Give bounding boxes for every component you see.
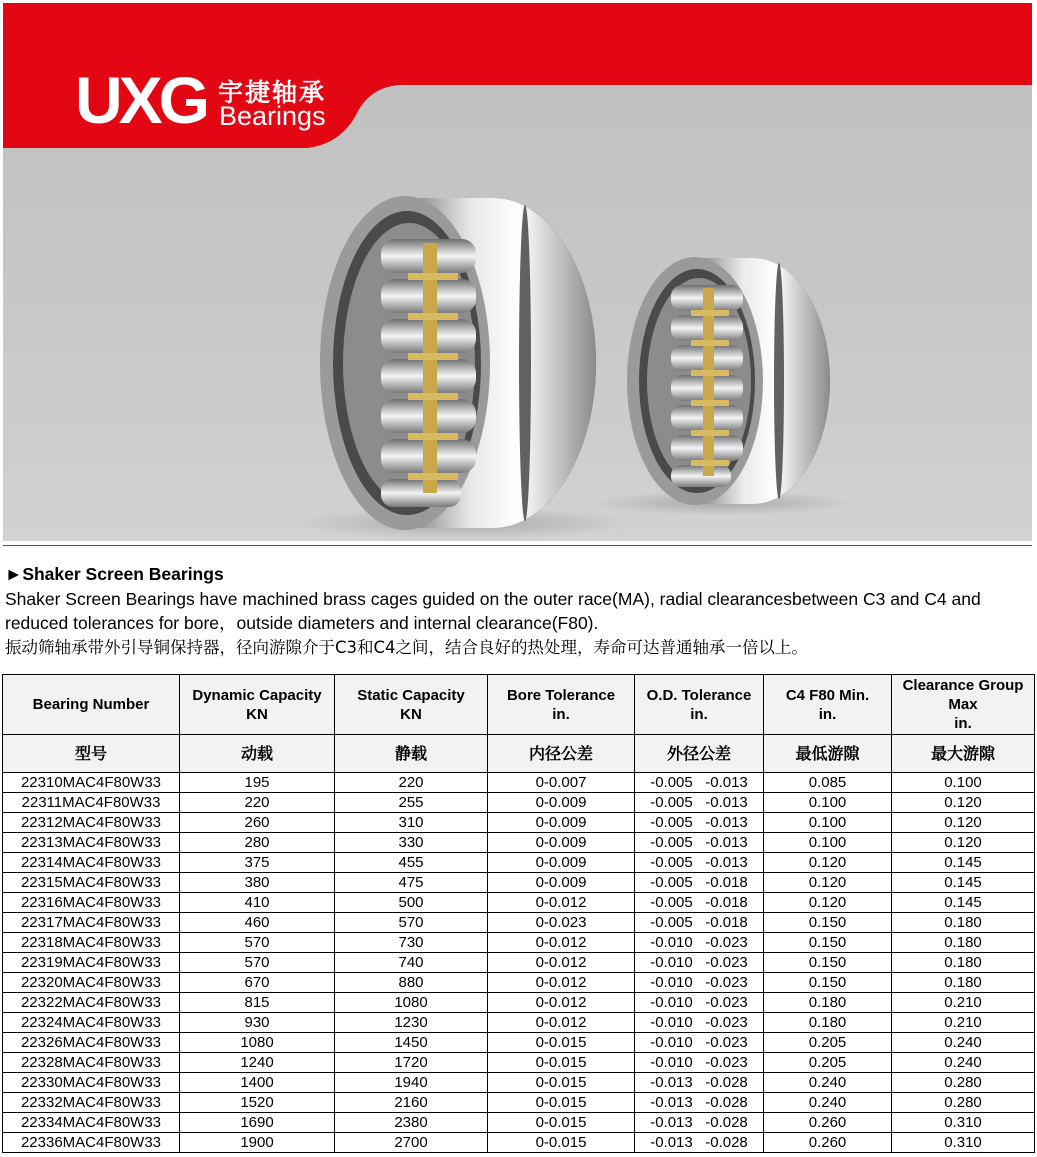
- table-cell: 815: [180, 993, 335, 1013]
- table-cell: 195: [180, 773, 335, 793]
- table-cell: 570: [335, 913, 488, 933]
- table-cell: -0.005 -0.018: [635, 913, 764, 933]
- column-header: [635, 675, 764, 735]
- column-header: [335, 675, 488, 735]
- column-header-line: KN: [246, 705, 268, 723]
- table-cell: 730: [335, 933, 488, 953]
- description-english: Shaker Screen Bearings have machined brass cages guided on the outer race(MA), radial clearancesbetween C3 and C4 and reduced tolerances for bore，outside diameters and internal clearance(F80).: [5, 588, 981, 633]
- table-cell: 0-0.009: [488, 873, 635, 893]
- table-cell: 460: [180, 913, 335, 933]
- table-cell: 1240: [180, 1053, 335, 1073]
- table-cell: 0.120: [764, 853, 892, 873]
- table-cell: 220: [335, 773, 488, 793]
- table-cell: 22336MAC4F80W33: [3, 1133, 180, 1153]
- table-cell: -0.005 -0.018: [635, 893, 764, 913]
- section-title: ►Shaker Screen Bearings: [5, 564, 224, 584]
- table-cell: 22332MAC4F80W33: [3, 1093, 180, 1113]
- table-cell: 22317MAC4F80W33: [3, 913, 180, 933]
- table-cell: 0-0.015: [488, 1073, 635, 1093]
- table-cell: -0.005 -0.013: [635, 813, 764, 833]
- column-header-line: in.: [818, 705, 837, 723]
- table-cell: 255: [335, 793, 488, 813]
- table-cell: 22311MAC4F80W33: [3, 793, 180, 813]
- table-cell: 0.120: [764, 893, 892, 913]
- table-row: [3, 873, 1035, 893]
- table-row: [3, 1133, 1035, 1153]
- table-row: [3, 773, 1035, 793]
- table-row: [3, 833, 1035, 853]
- table-cell: 0.205: [764, 1053, 892, 1073]
- table-cell: 22312MAC4F80W33: [3, 813, 180, 833]
- table-cell: 22319MAC4F80W33: [3, 953, 180, 973]
- table-cell: -0.005 -0.013: [635, 773, 764, 793]
- table-cell: 0.085: [764, 773, 892, 793]
- bearings-image: [3, 3, 1032, 541]
- table-cell: 500: [335, 893, 488, 913]
- table-row: [3, 1073, 1035, 1093]
- table-cell: 0-0.015: [488, 1113, 635, 1133]
- bearing-spec-table: [2, 674, 1035, 1153]
- table-cell: 380: [180, 873, 335, 893]
- column-header: [488, 675, 635, 735]
- column-header-chinese: 动载: [180, 735, 335, 773]
- column-header-chinese: 外径公差: [635, 735, 764, 773]
- table-cell: 0-0.009: [488, 813, 635, 833]
- table-cell: 22314MAC4F80W33: [3, 853, 180, 873]
- table-row: [3, 893, 1035, 913]
- column-header-line: Bore Tolerance: [506, 686, 616, 704]
- table-cell: 0-0.015: [488, 1133, 635, 1153]
- table-cell: 0-0.012: [488, 953, 635, 973]
- column-header: [892, 675, 1035, 735]
- table-cell: 0.145: [892, 893, 1035, 913]
- table-row: [3, 953, 1035, 973]
- table-cell: 930: [180, 1013, 335, 1033]
- table-cell: 0-0.009: [488, 833, 635, 853]
- table-cell: 0-0.007: [488, 773, 635, 793]
- column-header-line: Static Capacity: [357, 686, 465, 704]
- table-cell: 0.260: [764, 1133, 892, 1153]
- table-cell: 0.180: [764, 993, 892, 1013]
- table-cell: 0.210: [892, 1013, 1035, 1033]
- table-cell: -0.005 -0.018: [635, 873, 764, 893]
- table-row: [3, 973, 1035, 993]
- table-cell: 0-0.012: [488, 893, 635, 913]
- table-cell: 0-0.015: [488, 1053, 635, 1073]
- table-cell: -0.010 -0.023: [635, 1033, 764, 1053]
- table-cell: 0.240: [892, 1053, 1035, 1073]
- table-cell: 455: [335, 853, 488, 873]
- table-cell: 280: [180, 833, 335, 853]
- table-cell: 0.120: [892, 833, 1035, 853]
- table-cell: 0.180: [892, 913, 1035, 933]
- table-cell: 0.100: [764, 793, 892, 813]
- table-cell: 1400: [180, 1073, 335, 1093]
- table-cell: 22322MAC4F80W33: [3, 993, 180, 1013]
- table-cell: 1520: [180, 1093, 335, 1113]
- table-cell: 0-0.015: [488, 1033, 635, 1053]
- table-row: [3, 1013, 1035, 1033]
- table-cell: 1230: [335, 1013, 488, 1033]
- table-cell: 2160: [335, 1093, 488, 1113]
- table-cell: 1940: [335, 1073, 488, 1093]
- table-cell: 0.280: [892, 1093, 1035, 1113]
- table-row: [3, 913, 1035, 933]
- table-cell: 0.205: [764, 1033, 892, 1053]
- table-cell: 0-0.009: [488, 853, 635, 873]
- table-body: [3, 773, 1035, 1153]
- table-cell: 0.145: [892, 873, 1035, 893]
- table-cell: 570: [180, 933, 335, 953]
- table-cell: -0.013 -0.028: [635, 1093, 764, 1113]
- table-row: [3, 813, 1035, 833]
- table-cell: 0.180: [892, 933, 1035, 953]
- column-header: [180, 675, 335, 735]
- column-header-line: Dynamic Capacity: [192, 686, 322, 704]
- header-row-english: [3, 675, 1035, 735]
- table-cell: -0.013 -0.028: [635, 1073, 764, 1093]
- table-cell: 22330MAC4F80W33: [3, 1073, 180, 1093]
- logo-chinese-name: 宇捷轴承: [218, 78, 327, 107]
- table-cell: 220: [180, 793, 335, 813]
- table-cell: -0.010 -0.023: [635, 993, 764, 1013]
- table-cell: 0.180: [892, 973, 1035, 993]
- table-cell: 880: [335, 973, 488, 993]
- table-cell: 0.100: [892, 773, 1035, 793]
- table-cell: 0.240: [892, 1033, 1035, 1053]
- table-cell: 0.100: [764, 833, 892, 853]
- table-cell: 0-0.015: [488, 1093, 635, 1113]
- table-cell: 2700: [335, 1133, 488, 1153]
- table-cell: -0.013 -0.028: [635, 1113, 764, 1133]
- table-cell: 22310MAC4F80W33: [3, 773, 180, 793]
- table-cell: 260: [180, 813, 335, 833]
- table-cell: 0.145: [892, 853, 1035, 873]
- table-cell: 0.180: [892, 953, 1035, 973]
- description-chinese: 振动筛轴承带外引导铜保持器，径向游隙介于C3和C4之间，结合良好的热处理，寿命可达普通轴承一倍以上。: [5, 637, 809, 657]
- table-cell: 330: [335, 833, 488, 853]
- column-header: [3, 675, 180, 735]
- description: [5, 562, 1032, 660]
- column-header-chinese: 最低游隙: [764, 735, 892, 773]
- table-cell: 570: [180, 953, 335, 973]
- table-cell: 22324MAC4F80W33: [3, 1013, 180, 1033]
- table-cell: -0.005 -0.013: [635, 833, 764, 853]
- table-cell: 0.100: [764, 813, 892, 833]
- table-cell: 375: [180, 853, 335, 873]
- table-cell: 1450: [335, 1033, 488, 1053]
- table-cell: 0.310: [892, 1133, 1035, 1153]
- column-header-line: O.D. Tolerance: [646, 686, 752, 704]
- table-cell: 22316MAC4F80W33: [3, 893, 180, 913]
- table-cell: 0-0.012: [488, 1013, 635, 1033]
- table-cell: 22326MAC4F80W33: [3, 1033, 180, 1053]
- table-row: [3, 853, 1035, 873]
- column-header-chinese: 最大游隙: [892, 735, 1035, 773]
- table-cell: -0.010 -0.023: [635, 933, 764, 953]
- table-cell: 0.240: [764, 1093, 892, 1113]
- table-cell: 0.210: [892, 993, 1035, 1013]
- table-cell: 1720: [335, 1053, 488, 1073]
- table-row: [3, 933, 1035, 953]
- table-cell: 22315MAC4F80W33: [3, 873, 180, 893]
- table-cell: -0.005 -0.013: [635, 793, 764, 813]
- table-cell: -0.013 -0.028: [635, 1133, 764, 1153]
- logo-mark: UXG: [75, 63, 207, 137]
- table-cell: 310: [335, 813, 488, 833]
- table-cell: 0.280: [892, 1073, 1035, 1093]
- table-cell: 0-0.023: [488, 913, 635, 933]
- table-cell: 410: [180, 893, 335, 913]
- table-cell: 0.240: [764, 1073, 892, 1093]
- banner: [3, 3, 1032, 541]
- table-cell: 1080: [180, 1033, 335, 1053]
- table-cell: 670: [180, 973, 335, 993]
- table-cell: 0.120: [764, 873, 892, 893]
- table-cell: 475: [335, 873, 488, 893]
- table-row: [3, 1093, 1035, 1113]
- table-cell: 0.180: [764, 1013, 892, 1033]
- table-row: [3, 1113, 1035, 1133]
- table-cell: 22328MAC4F80W33: [3, 1053, 180, 1073]
- table-cell: -0.010 -0.023: [635, 953, 764, 973]
- table-cell: 740: [335, 953, 488, 973]
- table-row: [3, 793, 1035, 813]
- header-row-chinese: [3, 735, 1035, 773]
- table-cell: 1690: [180, 1113, 335, 1133]
- table-cell: 2380: [335, 1113, 488, 1133]
- column-header-line: in.: [552, 705, 570, 723]
- table-cell: 0.150: [764, 953, 892, 973]
- table-cell: 0.120: [892, 813, 1035, 833]
- table-cell: 0.150: [764, 913, 892, 933]
- table-cell: 0-0.012: [488, 933, 635, 953]
- table-cell: -0.010 -0.023: [635, 973, 764, 993]
- small-bearing: [593, 257, 853, 515]
- table-cell: -0.010 -0.023: [635, 1053, 764, 1073]
- table-row: [3, 1053, 1035, 1073]
- table-cell: 0.310: [892, 1113, 1035, 1133]
- column-header: [764, 675, 892, 735]
- table-cell: 0-0.012: [488, 973, 635, 993]
- column-header-line: KN: [400, 705, 422, 723]
- table-cell: 0-0.012: [488, 993, 635, 1013]
- banner-divider: [3, 545, 1032, 546]
- table-cell: 22320MAC4F80W33: [3, 973, 180, 993]
- logo-english-name: Bearings: [219, 101, 326, 131]
- column-header-line: in.: [954, 715, 972, 732]
- table-cell: -0.005 -0.013: [635, 853, 764, 873]
- table-row: [3, 993, 1035, 1013]
- table-cell: 0.150: [764, 933, 892, 953]
- table-cell: 1080: [335, 993, 488, 1013]
- column-header-line: Max: [948, 696, 978, 713]
- column-header-chinese: 型号: [3, 735, 180, 773]
- table-cell: 22334MAC4F80W33: [3, 1113, 180, 1133]
- column-header-chinese: 内径公差: [488, 735, 635, 773]
- large-bearing: [293, 196, 633, 539]
- table-cell: 22313MAC4F80W33: [3, 833, 180, 853]
- table-cell: 0.120: [892, 793, 1035, 813]
- column-header-line: C4 F80 Min.: [785, 686, 870, 704]
- table-cell: 1900: [180, 1133, 335, 1153]
- table-cell: 0.150: [764, 973, 892, 993]
- column-header-line: in.: [690, 705, 708, 723]
- table-cell: 0.260: [764, 1113, 892, 1133]
- table-cell: 22318MAC4F80W33: [3, 933, 180, 953]
- column-header-chinese: 静载: [335, 735, 488, 773]
- table-cell: 0-0.009: [488, 793, 635, 813]
- table-cell: -0.010 -0.023: [635, 1013, 764, 1033]
- table-row: [3, 1033, 1035, 1053]
- column-header-line: Bearing Number: [32, 696, 150, 713]
- column-header-line: Clearance Group: [902, 677, 1024, 694]
